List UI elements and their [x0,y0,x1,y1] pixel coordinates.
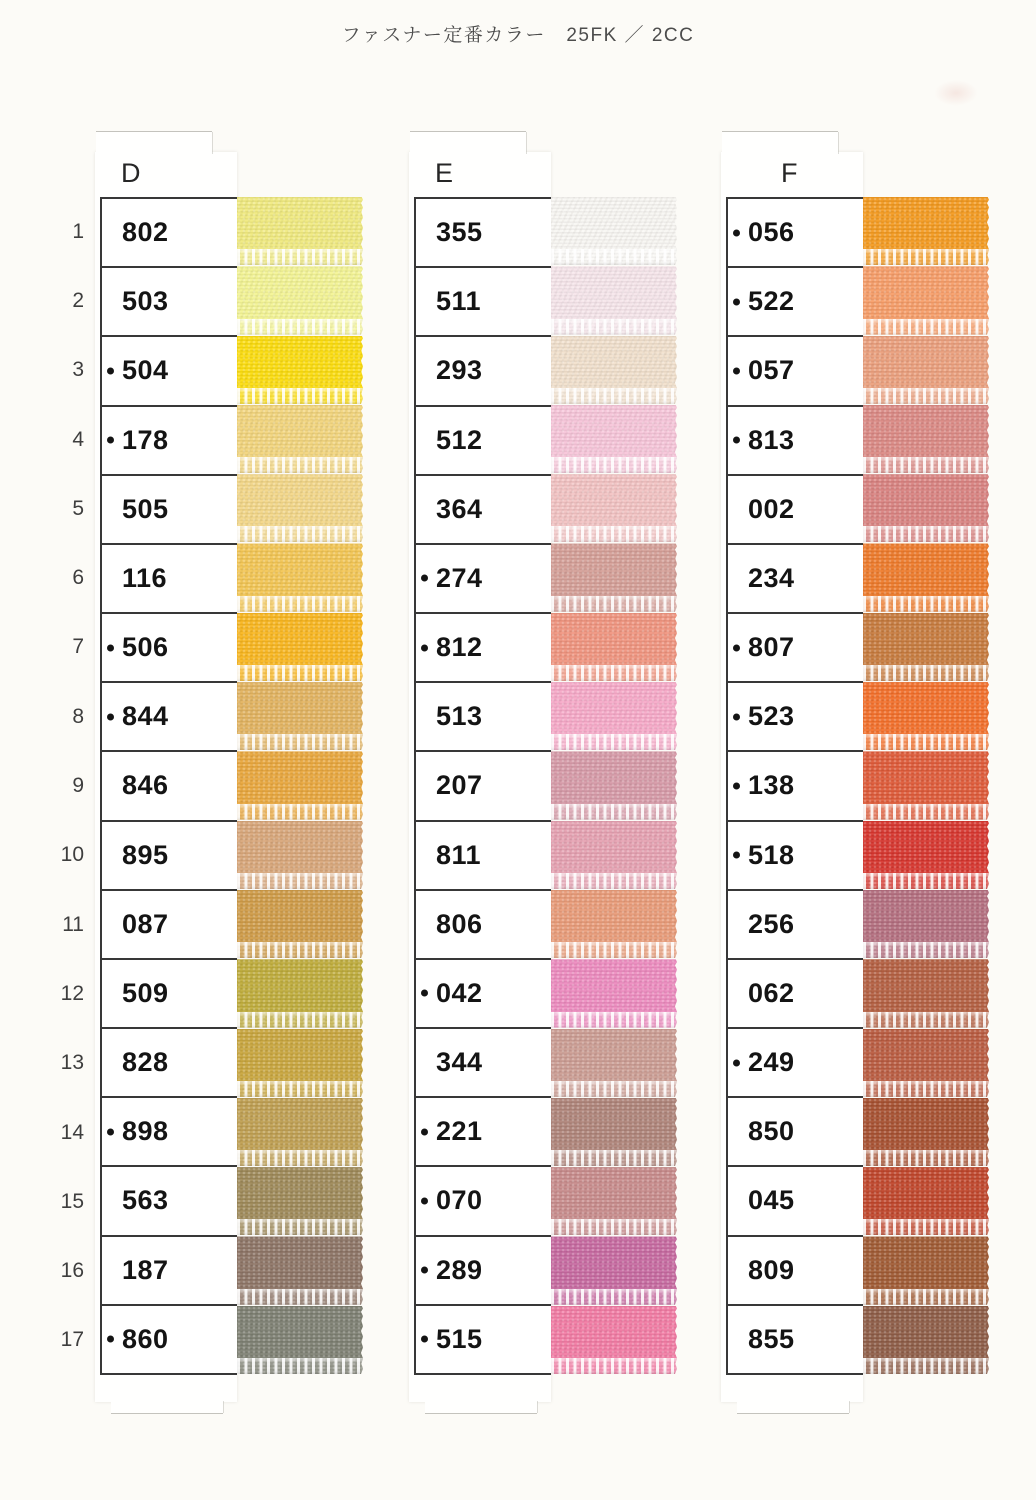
color-card [409,152,551,1402]
color-code-cell [416,1098,551,1167]
color-code: 221 [416,1116,483,1147]
color-code: 828 [122,1047,169,1078]
color-code-cell [416,891,551,960]
fabric-swatch [237,405,363,473]
swatch-list [237,197,363,1375]
fabric-swatch [551,1306,677,1374]
color-code: 895 [122,839,169,870]
color-code: 511 [436,286,482,317]
fabric-swatch [237,543,363,611]
fabric-swatch [237,336,363,404]
color-code: 512 [436,424,483,455]
fabric-swatch [237,1098,363,1166]
fabric-swatch [237,1029,363,1097]
color-code: 812 [416,632,483,663]
color-code-cell [728,1029,863,1098]
color-code: 249 [728,1047,795,1078]
fabric-swatch [237,1306,363,1374]
color-code: 116 [122,562,168,593]
color-code-cell [102,960,237,1029]
color-code: 802 [122,217,169,248]
color-code: 503 [122,286,169,317]
color-code: 138 [728,770,795,801]
fabric-swatch [237,682,363,750]
color-code-cell [102,268,237,337]
fabric-swatch [551,197,677,265]
color-code-cell [728,822,863,891]
color-code-cell [728,407,863,476]
fabric-swatch [237,197,363,265]
color-code: 855 [748,1323,795,1354]
fabric-swatch [237,1236,363,1304]
card-bottom-tab [425,1401,537,1413]
row-number: 15 [60,1189,84,1213]
fabric-swatch [237,821,363,889]
card-bottom-tab [111,1401,223,1413]
color-card [95,152,237,1402]
fabric-swatch [551,1029,677,1097]
color-code: 087 [122,908,169,939]
scan-artifact [934,80,978,106]
fabric-swatch [863,543,989,611]
row-number: 3 [72,358,84,382]
fabric-swatch [863,1236,989,1304]
color-code-cell [728,1237,863,1306]
code-cell-list [100,197,237,1375]
fabric-swatch [863,197,989,265]
color-code-cell [728,476,863,545]
color-code: 506 [102,632,169,663]
color-code-cell [728,337,863,406]
color-code: 042 [416,978,483,1009]
row-number: 5 [72,496,84,520]
fabric-swatch [551,543,677,611]
fabric-swatch [551,613,677,681]
color-code: 207 [436,770,483,801]
row-number: 7 [72,635,84,659]
row-number: 6 [72,566,84,590]
card-bottom-tab [737,1401,849,1413]
color-code-cell [102,752,237,821]
row-number: 8 [72,704,84,728]
card-top-tab [410,132,526,154]
color-code: 515 [416,1324,483,1355]
card-letter: E [435,158,454,188]
fabric-swatch [551,474,677,542]
fabric-swatch [863,890,989,958]
fabric-swatch [237,959,363,1027]
color-code: 813 [728,425,795,456]
color-code-cell [416,960,551,1029]
color-code: 344 [436,1047,483,1078]
color-code: 509 [122,977,169,1008]
color-code-cell [416,752,551,821]
color-code-cell [728,268,863,337]
color-code-cell [416,683,551,752]
color-code: 504 [102,355,169,386]
color-code-cell [728,752,863,821]
color-code-cell [102,614,237,683]
color-code-cell [416,822,551,891]
color-code: 807 [728,632,795,663]
color-code-cell [102,822,237,891]
color-code-cell [416,1237,551,1306]
color-code: 513 [436,701,483,732]
color-code: 056 [728,217,795,248]
card-letter: D [121,158,141,188]
color-code-cell [728,614,863,683]
color-code-cell [416,268,551,337]
color-code-cell [416,614,551,683]
fabric-swatch [551,1167,677,1235]
color-code-cell [728,199,863,268]
color-code-cell [102,891,237,960]
fabric-swatch [237,474,363,542]
color-code: 563 [122,1185,169,1216]
color-code-cell [728,1098,863,1167]
fabric-swatch [863,682,989,750]
color-code-cell [102,1306,237,1373]
fabric-swatch [863,1029,989,1097]
color-code: 806 [436,908,483,939]
color-code: 809 [748,1254,795,1285]
code-cell-list [414,197,551,1375]
card-top-tab [96,132,212,154]
row-number: 1 [72,219,84,243]
color-code-cell [728,891,863,960]
color-code-cell [102,1167,237,1236]
color-code-cell [416,199,551,268]
fabric-swatch [237,751,363,819]
swatch-list [863,197,989,1375]
color-code-cell [416,407,551,476]
color-code-cell [416,1306,551,1373]
color-code: 844 [102,701,169,732]
color-code-cell [416,545,551,614]
color-code: 898 [102,1116,169,1147]
color-code: 062 [748,977,795,1008]
fabric-swatch [551,266,677,334]
color-code: 518 [728,840,795,871]
color-code: 293 [436,355,483,386]
row-number: 14 [60,1120,84,1144]
color-code: 523 [728,701,795,732]
color-code: 187 [122,1254,169,1285]
color-code: 002 [748,493,795,524]
fabric-swatch [551,751,677,819]
row-number: 12 [60,981,84,1005]
color-code-cell [728,545,863,614]
fabric-swatch [551,1236,677,1304]
color-code: 522 [728,286,795,317]
color-code-cell [102,1098,237,1167]
fabric-swatch [551,1098,677,1166]
fabric-swatch [237,890,363,958]
color-code: 505 [122,493,169,524]
color-code: 811 [436,839,482,870]
fabric-swatch [863,613,989,681]
color-code: 355 [436,217,483,248]
color-code-cell [416,476,551,545]
row-number: 16 [60,1259,84,1283]
color-code-cell [728,683,863,752]
color-code-cell [102,337,237,406]
color-code-cell [102,1029,237,1098]
fabric-swatch [863,751,989,819]
color-code-cell [728,960,863,1029]
row-number: 4 [72,427,84,451]
color-code: 070 [416,1185,483,1216]
color-code: 850 [748,1116,795,1147]
fabric-swatch [551,336,677,404]
fabric-swatch [237,1167,363,1235]
fabric-swatch [863,1167,989,1235]
color-code-cell [102,407,237,476]
fabric-swatch [551,959,677,1027]
fabric-swatch [237,266,363,334]
card-letter: F [781,158,798,188]
fabric-swatch [863,821,989,889]
color-code: 057 [728,355,795,386]
row-number: 10 [60,843,84,867]
swatch-list [551,197,677,1375]
color-code-cell [416,1167,551,1236]
color-card [721,152,863,1402]
card-top-tab [722,132,838,154]
row-number: 13 [60,1051,84,1075]
color-code-cell [416,337,551,406]
fabric-swatch [863,959,989,1027]
row-number: 2 [72,288,84,312]
color-code-cell [102,545,237,614]
fabric-swatch [551,890,677,958]
color-code: 274 [416,563,483,594]
code-cell-list [726,197,863,1375]
color-code-cell [728,1306,863,1373]
row-number-gutter [54,197,84,1375]
fabric-swatch [863,405,989,473]
fabric-swatch [863,1098,989,1166]
row-number: 17 [60,1328,84,1352]
color-code: 045 [748,1185,795,1216]
color-code: 860 [102,1324,169,1355]
page-title: ファスナー定番カラー 25FK ／ 2CC [341,25,695,46]
fabric-swatch [863,266,989,334]
color-code-cell [102,476,237,545]
row-number: 9 [72,774,84,798]
fabric-swatch [237,613,363,681]
color-code: 256 [748,908,795,939]
color-code-cell [728,1167,863,1236]
color-code: 289 [416,1255,483,1286]
color-code-cell [102,1237,237,1306]
color-code-cell [102,683,237,752]
color-code: 234 [748,562,795,593]
fabric-swatch [863,336,989,404]
color-code: 364 [436,493,483,524]
fabric-swatch [863,474,989,542]
fabric-swatch [863,1306,989,1374]
fabric-swatch [551,682,677,750]
color-code: 178 [102,425,169,456]
color-code: 846 [122,770,169,801]
color-code-cell [416,1029,551,1098]
color-code-cell [102,199,237,268]
row-number: 11 [62,912,84,936]
fabric-swatch [551,821,677,889]
fabric-swatch [551,405,677,473]
